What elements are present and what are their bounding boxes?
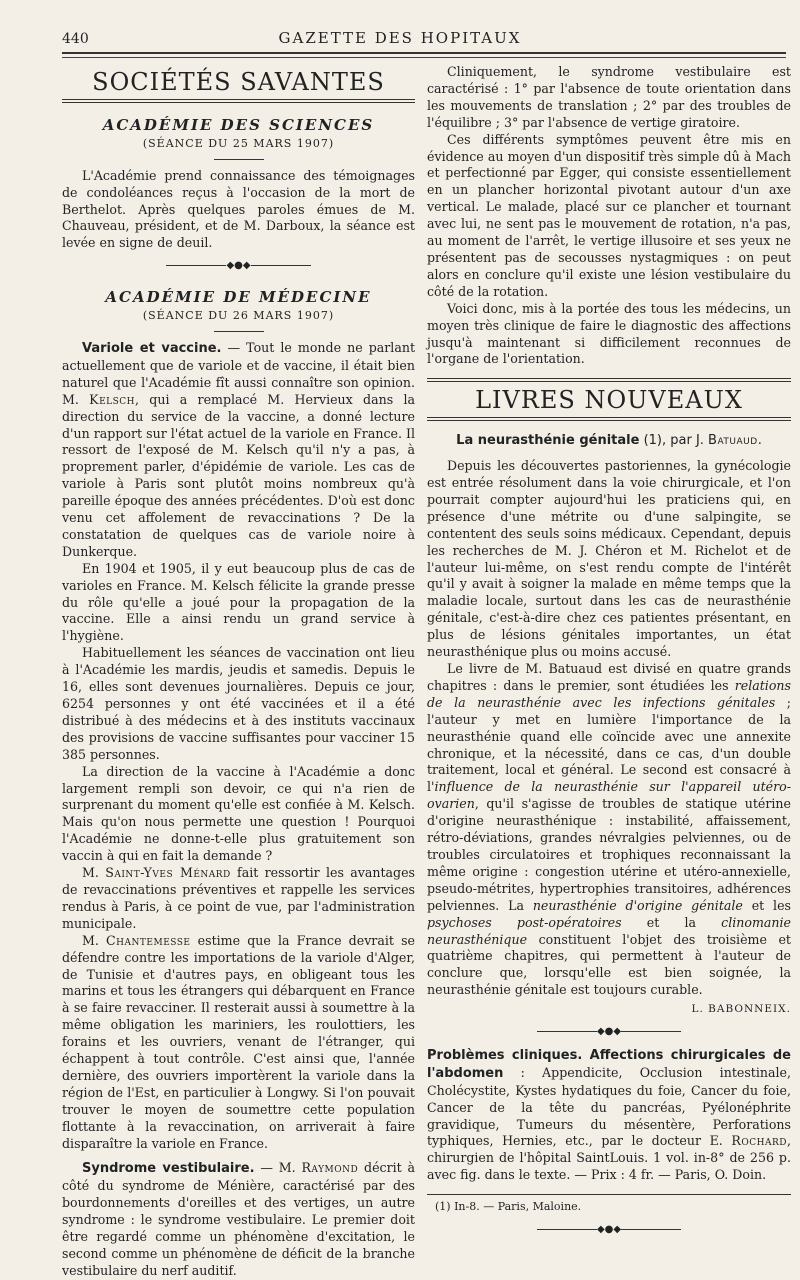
name-kelsch: Kelsch [89, 391, 136, 407]
section-rule-top [427, 378, 791, 382]
paragraph-symptomes: Ces différents symptômes peuvent être mis en évidence au moyen d'un dispositif très simple dû à Mach et perfectionné par Egger, qui consiste essentiellement en un plancher horizontal pivotant autour d'un axe vertical. Le malade, placé sur ce plancher et tournant avec lui, ne sent pas le mouvement de rotation, n'a pas, au moment de l'arrêt, le vertige illusoire et ses yeux ne présentent pas de secousses nystagmiques : on peut alors en conclure qu'il existe une lésion vestibulaire du côté de la rotation. [427, 131, 791, 299]
running-title: GAZETTE DES HOPITAUX [278, 29, 522, 47]
chantemesse-pre: M. [82, 932, 107, 948]
footnote-rule [427, 1194, 791, 1195]
book1-italic-1: relations de la neurasthénie avec les infections génitales [427, 677, 791, 710]
book1-p2d: et les [742, 897, 791, 913]
seance-medecine: (SÉANCE DU 26 MARS 1907) [142, 309, 335, 323]
signature-babonneix: L. BABONNEIX. [691, 1003, 791, 1016]
page-number: 440 [62, 31, 89, 47]
name-raymond: Raymond [301, 1160, 359, 1176]
book2-text-a: : Appendicite, Occlusion intestinale, Cholécystite, Kystes hydatiques du foie, Cancer du foie, Cancer de la tête du pancréas, Pyélonéphrite gravidique, Tumeurs du mésentère, Perforations typhiques, Hernies, etc., par le docteur E. [427, 1064, 791, 1149]
name-menard: Saint-Yves Ménard [105, 865, 231, 881]
book2-text-b: , chirurgien de l'hôpital SaintLouis. 1 vol. in-8° de 256 p. avec fig. dans le texte. — Prix : 4 fr. — Paris, O. Doin. [427, 1133, 791, 1183]
book1-italic-4: psychoses post-opératoires [427, 914, 622, 930]
syndrome-pre: — M. [254, 1160, 302, 1176]
section-title-societes: SOCIÉTÉS SAVANTES [92, 68, 385, 96]
syndrome-paragraph [62, 1160, 415, 1279]
paragraph-cliniquement: Cliniquement, le syndrome vestibulaire est caractérisé : 1° par l'absence de toute orientation dans les mouvements de translation ; 2° par des troubles de l'équilibre ; 3° par l'absence de vertige giratoire. [427, 64, 791, 130]
book1-p2b: ; l'auteur y met en lumière l'importance de la neurasthénie quand elle coïncide avec une annexite chronique, et la nécessité, dans ce cas, d'un double traitement, local et général. Le second est consacré à l' [427, 694, 791, 795]
book1-p2a: Le livre de M. Batuaud est divisé en quatre grands chapitres : dans le premier, sont étudiées les [427, 661, 791, 693]
book1-paragraph-2 [427, 661, 791, 999]
paragraph-1904: En 1904 et 1905, il y eut beaucoup plus de cas de varioles en France. M. Kelsch félicite la grande presse du rôle qu'elle a joué pour la propagation de la vaccine. Elle a ainsi rendu un grand service à l'hygiène. [62, 560, 415, 644]
book1-paragraph-1: Depuis les découvertes pastoriennes, la gynécologie est entrée résolument dans la voie chirurgicale, et l'on pourrait compter aujourd'hui les praticiens qui, en présence d'une métrite ou d'une salpingite, se contentent des seuls soins médicaux. Cependant, depuis les recherches de M. J. Chéron et M. Richelot et de l'auteur lui-même, on s'est rendu compte de l'intérêt qu'il y avait à soigner la malade en même temps que la maladie locale, surtout dans les cas de neurasthénie génitale, c'est-à-dire chez ces patientes présentant, en plus de lésions génitales importantes, un état neurasthénique plus ou moins accusé. [427, 458, 791, 660]
academy-sciences-heading: ACADÉMIE DES SCIENCES [102, 115, 375, 134]
book1-italic-5: clinomanie neurasthénique [427, 914, 791, 947]
seance-sciences: (SÉANCE DU 25 MARS 1907) [142, 136, 335, 150]
book1-title-rest: (1), par J. [639, 433, 709, 449]
variole-text-a: — Tout le monde ne parlant actuellement que de variole et de vaccine, il était bien naturel que l'Académie fît aussi connaître son opinion. M. [62, 339, 415, 407]
book1-p2c: , qu'il s'agisse de troubles de statique utérine d'origine neurasthénique : instabilité, affaissement, rétro-déviations, grandes névralgies pelviennes, ou de troubles circulatoires et trophiques reconnaissant la même origine : congestion utérine et utéro-annexielle, pseudo-métrites, hypertrophies transitoires, adhérences pelviennes. La [427, 796, 791, 913]
section-rule [427, 417, 791, 421]
section-rule [62, 99, 415, 103]
paragraph-direction: La direction de la vaccine à l'Académie a donc largement rempli son devoir, ce qui n'a rien de surprenant du moment qu'elle est confiée à M. Kelsch. Mais qu'on nous permette une question ! Pourquoi l'Académie ne donne-t-elle plus gratuitement son vaccin à qui en fait la demande ? [62, 763, 415, 864]
chantemesse-text: estime que la France devrait se défendre contre les importations de la variole d'Alger, de Tunisie et d'autres pays, en obligeant tous les marins et tous les étrangers qui débarquent en France à se faire revacciner. Il resterait aussi à soumettre à la même obligation les mariniers, les roulottiers, les forains et les ouvriers, venant de l'étranger, qui échappent à tout contrôle. C'est ainsi que, l'année dernière, des ouvriers importèrent la variole dans la région de l'Est, en particulier à Longwy. Si l'on pouvait trouver le moyen de soumettre cette population flottante à la revaccination, on arriverait à faire disparaître la variole en France. [62, 932, 415, 1151]
book1-italic-2: influence de la neurasthénie sur l'appareil utéro-ovarien [427, 779, 791, 812]
right-column [427, 64, 791, 1245]
variole-paragraph [62, 340, 415, 561]
paragraph-voici: Voici donc, mis à la portée des tous les médecins, un moyen très clinique de faire le diagnostic des affections jusqu'à maintenant si difficilement reconnues de l'organe de l'orientation. [427, 300, 791, 367]
ornament-divider: ◆●◆ [427, 1024, 791, 1041]
variole-heading: Variole et vaccine. [82, 340, 222, 356]
name-chantemesse: Chantemesse [106, 932, 191, 948]
short-rule [214, 331, 264, 332]
book1-p2f: constituent l'objet des troisième et quatrième chapitres, qui permettent à l'auteur de conclure que, lorsqu'elle est bien soignée, la neurasthénie génitale est toujours curable. [427, 931, 791, 998]
paragraph-seances: Habituellement les séances de vaccination ont lieu à l'Académie les mardis, jeudis et samedis. Depuis le 16, elles sont devenues journalières. Depuis ce jour, 6254 personnes y ont été vaccinées et il a été distribué à des médecins et à des instituts vaccinaux des provisions de vaccine suffisantes pour vacciner 15 385 personnes. [62, 645, 415, 762]
ornament-divider: ◆●◆ [62, 258, 415, 275]
book1-author-end: . [757, 433, 762, 449]
syndrome-heading: Syndrome vestibulaire. [82, 1161, 255, 1177]
academy-medecine-heading: ACADÉMIE DE MÉDECINE [105, 288, 372, 307]
left-column [62, 64, 415, 1280]
name-batuaud: Batuaud [708, 433, 758, 449]
footnote: (1) In-8. — Paris, Maloine. [435, 1200, 582, 1214]
ornament-divider-end: ◆●◆ [427, 1222, 791, 1239]
book1-italic-3: neurasthénie d'origine génitale [532, 897, 743, 913]
book2-title: Problèmes cliniques. Affections chirurgicales de l'abdomen [427, 1047, 791, 1081]
header-rule-thin [62, 57, 786, 58]
name-rochard: Rochard [731, 1133, 787, 1149]
paragraph-chantemesse [62, 933, 415, 1153]
section-title-livres: LIVRES NOUVEAUX [475, 386, 743, 415]
book1-title: La neurasthénie génitale [456, 433, 640, 449]
menard-pre: M. [82, 865, 106, 881]
book-title-neurasthenie [427, 433, 791, 450]
header-rule [62, 52, 786, 54]
menard-text: fait ressortir les avantages de revaccinations préventives et rappelle les services rendus à Paris, à ce point de vue, par l'administration municipale. [62, 865, 415, 931]
paragraph-menard [62, 865, 415, 933]
short-rule [214, 159, 264, 160]
book1-p2e: et la [621, 914, 722, 930]
sciences-paragraph: L'Académie prend connaissance des témoignages de condoléances reçus à l'occasion de la mort de Berthelot. Après quelques paroles émues de M. Chauveau, président, et de M. Darboux, la séance est levée en signe de deuil. [62, 167, 415, 251]
book2-paragraph [427, 1047, 791, 1184]
syndrome-text: décrit à côté du syndrome de Ménière, caractérisé par des bourdonnements d'oreilles et des vertiges, un autre syndrome : le syndrome vestibulaire. Le premier doit être regardé comme un phénomène d'excitation, le second comme un phénomène de déficit de la branche vestibulaire du nerf auditif. [62, 1160, 415, 1278]
variole-text-b: , qui a remplacé M. Hervieux dans la direction du service de la vaccine, a donné lecture d'un rapport sur l'état actuel de la variole en France. Il ressort de l'exposé de M. Kelsch qu'il n'y a pas, à proprement parler, d'épidémie de variole. Les cas de variole à Paris sont plutôt moins nombreux qu'à pareille époque des années précédentes. D'où est donc venu cet affolement de revaccinations ? De la constatation de quelques cas de variole noire à Dunkerque. [62, 391, 415, 559]
